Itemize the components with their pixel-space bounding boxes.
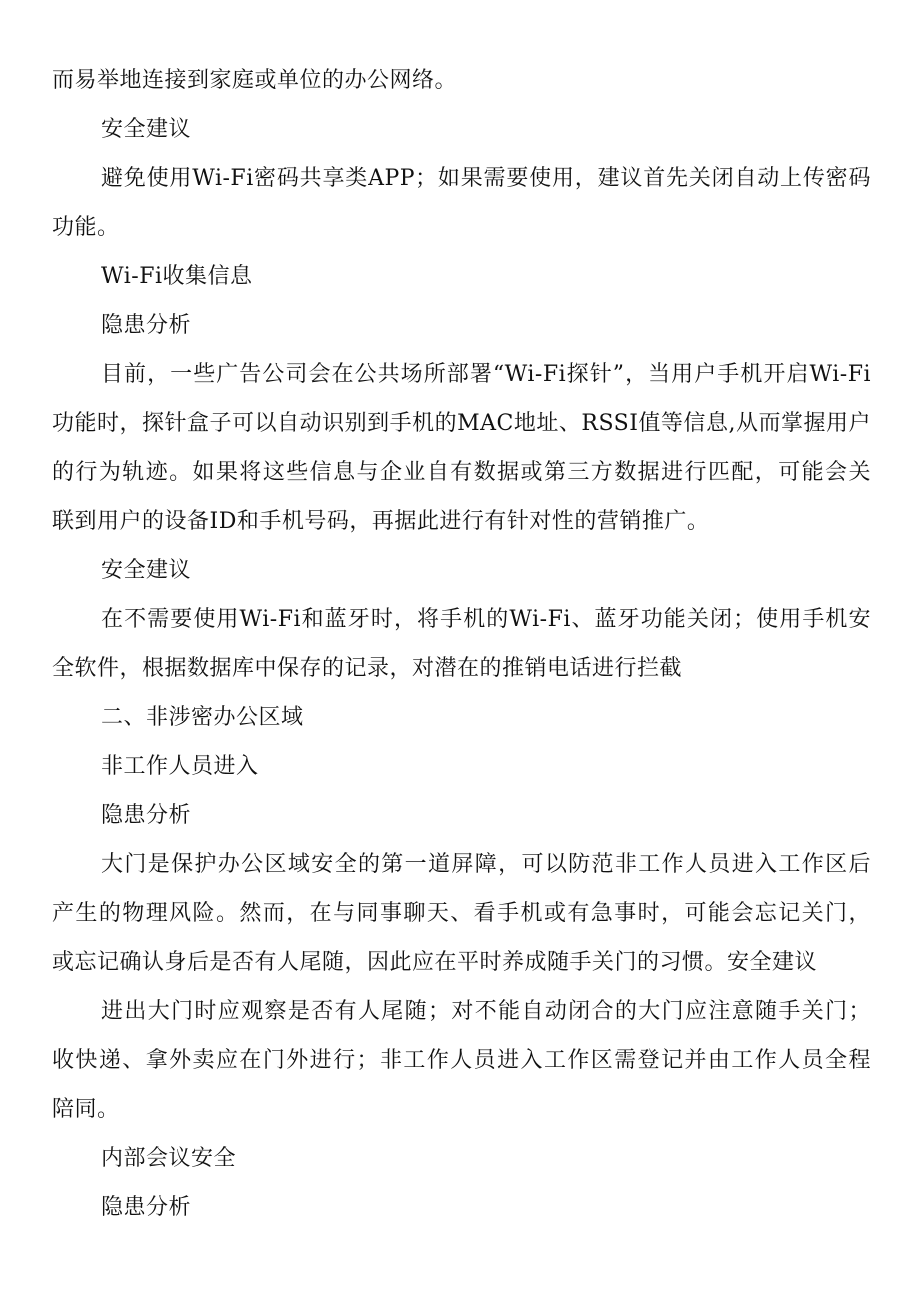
paragraph-line: 大门是保护办公区域安全的第一道屏障，可以防范非工作人员进入工作区后 [101,852,871,877]
paragraph-line: 联到用户的设备ID和手机号码，再据此进行有针对性的营销推广。 [52,509,710,534]
paragraph-line: 目前，一些广告公司会在公共场所部署“Wi-Fi探针”，当用户手机开启Wi-Fi [101,362,871,387]
paragraph-line: 的行为轨迹。如果将这些信息与企业自有数据或第三方数据进行匹配，可能会关 [52,460,871,485]
section-heading: 非工作人员进入 [101,754,259,779]
section-heading: 隐患分析 [101,803,192,828]
paragraph-line: 全软件，根据数据库中保存的记录，对潜在的推销电话进行拦截 [52,656,683,681]
paragraph-line: 功能时，探针盒子可以自动识别到手机的MAC地址、RSSI值等信息,从而掌握用户 [52,411,871,436]
section-heading: 隐患分析 [101,1195,192,1220]
paragraph-line: 或忘记确认身后是否有人尾随，因此应在平时养成随手关门的习惯。安全建议 [52,950,818,975]
section-heading: 二、非涉密办公区域 [101,705,304,730]
paragraph-line: 产生的物理风险。然而，在与同事聊天、看手机或有急事时，可能会忘记关门， [52,901,871,926]
section-heading: 隐患分析 [101,313,192,338]
paragraph-line: 而易举地连接到家庭或单位的办公网络。 [52,68,458,93]
paragraph-line: 陪同。 [52,1097,120,1122]
section-heading: 内部会议安全 [101,1146,237,1171]
paragraph-line: 在不需要使用Wi-Fi和蓝牙时，将手机的Wi-Fi、蓝牙功能关闭；使用手机安 [101,607,871,632]
section-heading: 安全建议 [101,558,192,583]
section-heading: Wi-Fi收集信息 [101,264,253,289]
paragraph-line: 功能。 [52,215,120,240]
paragraph-line: 收快递、拿外卖应在门外进行；非工作人员进入工作区需登记并由工作人员全程 [52,1048,871,1073]
section-heading: 安全建议 [101,117,192,142]
paragraph-line: 避免使用Wi-Fi密码共享类APP；如果需要使用，建议首先关闭自动上传密码 [101,166,871,191]
paragraph-line: 进出大门时应观察是否有人尾随；对不能自动闭合的大门应注意随手关门； [101,999,871,1024]
